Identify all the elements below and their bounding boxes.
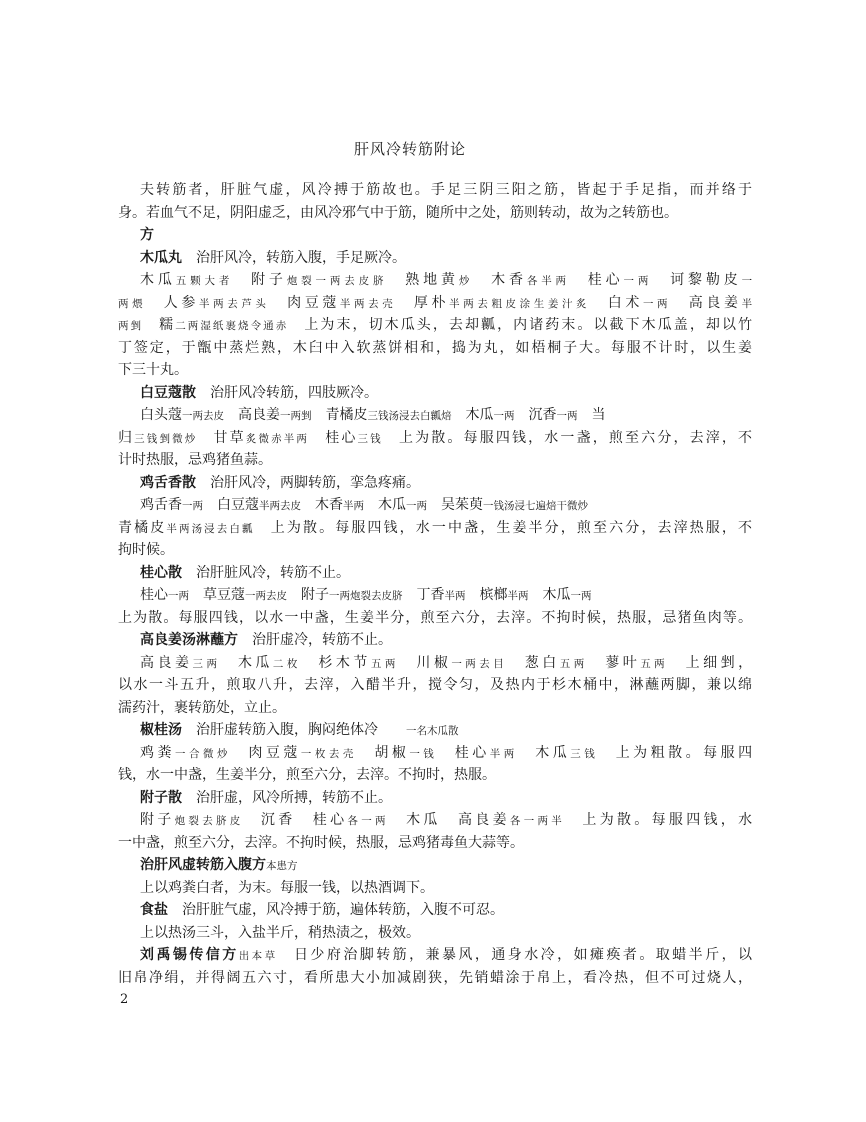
text-segment: 丁签定，于甑中蒸烂熟，木臼中入软蒸饼相和，捣为丸，如梧桐子大。每服不计时，以生姜: [118, 339, 752, 356]
text-segment: 木瓜: [451, 407, 494, 423]
annotation-note: 半两去芦头: [199, 297, 270, 310]
annotation-note: 一两去皮: [245, 590, 287, 602]
annotation-note: 半: [741, 297, 753, 310]
text-segment: 高良姜: [671, 294, 742, 311]
text-segment: 下三十丸。: [118, 362, 188, 378]
text-segment: 白头蔻: [140, 407, 182, 423]
text-segment: 肉豆蔻: [230, 744, 301, 761]
text-segment: 当: [577, 407, 606, 423]
annotation-note: 三钱: [570, 747, 599, 760]
text-segment: 夫转筋者，肝脏气虚，风冷搏于筋故也。手足三阴三阳之筋，皆起于手足指，而并络于: [140, 182, 752, 198]
text-segment: 上为散。每服四钱，水一盏，煎至六分，去滓，不: [382, 429, 753, 446]
recipe-name: 桂心散: [140, 564, 182, 581]
text-segment: 木瓜: [140, 272, 176, 288]
text-segment: 上为粗散。每服四: [598, 744, 753, 761]
text-segment: 上细剉，: [668, 654, 753, 671]
text-segment: 白豆蔻: [203, 497, 259, 513]
annotation-note: 一钱汤浸七遍焙干微炒: [483, 500, 588, 512]
text-line: [140, 653, 752, 674]
annotation-note: 二两湿纸裹烧令通赤: [175, 320, 289, 332]
text-line: [118, 293, 752, 314]
text-segment: 糯: [143, 317, 176, 333]
text-line: [118, 675, 752, 695]
text-segment: 身。若血气不足，阴阳虚乏，由风冷邪气中于筋，随所中之处，筋则转动，故为之转筋也。: [118, 204, 678, 221]
annotation-note: 半两: [507, 590, 529, 602]
recipe-name: 鸡舌香散: [140, 474, 196, 491]
text-segment: 旧帛净绢，并得阔五六寸，看所患大小加减剧狭，先销蜡涂于帛上，看冷热，但不可过烧人，: [118, 969, 752, 986]
recipe-name: 食盐: [140, 902, 168, 918]
text-segment: 川椒: [398, 654, 452, 671]
text-segment: 治肝虚转筋入腹，胸闷绝体冷: [182, 722, 406, 738]
annotation-note: 一两炮裂去皮脐: [329, 590, 403, 602]
recipe-heading-line: [140, 900, 752, 920]
text-segment: 桂心: [309, 429, 358, 446]
text-segment: 木瓜: [220, 654, 273, 671]
annotation-note: 半两: [444, 590, 466, 602]
text-segment: 木瓜: [364, 497, 406, 513]
annotation-note: 一合微炒: [174, 747, 231, 760]
annotation-note: 五两: [640, 657, 669, 670]
text-segment: 上为散。每服四钱，水一中盏，生姜半分，煎至六分，去滓热服，不: [254, 519, 753, 536]
annotation-note: 炮裂去脐皮: [174, 815, 244, 827]
annotation-note: 半两去粗皮涂生姜汁炙: [449, 297, 591, 310]
annotation-note: 半两: [343, 500, 364, 512]
text-segment: 沉香: [514, 407, 557, 423]
annotation-note: 一两: [493, 410, 515, 422]
annotation-note: 炙微赤半两: [245, 432, 310, 445]
recipe-heading-line: [140, 383, 752, 403]
annotation-note: 五两: [559, 657, 588, 670]
text-segment: 人参: [146, 294, 200, 311]
recipe-heading-line: [140, 473, 752, 493]
recipe-heading-line: [140, 720, 752, 741]
annotation-note: 各一两: [347, 815, 389, 827]
text-line: [118, 203, 752, 223]
text-segment: 槟榔: [465, 587, 508, 603]
text-segment: 治肝风冷，两脚转筋，挛急疼痛。: [196, 474, 420, 491]
text-line: [140, 923, 752, 943]
annotation-note: 本患方: [266, 860, 298, 872]
annotation-note: 一两: [182, 500, 203, 512]
text-segment: 胡椒: [356, 744, 410, 761]
text-segment: 高良姜: [140, 654, 193, 671]
text-segment: 钱，水一中盏，生姜半分，煎至六分，去滓。不拘时，热服。: [118, 767, 496, 783]
text-line: [140, 405, 752, 426]
text-segment: 鸡粪: [140, 744, 175, 761]
recipe-name: 附子散: [140, 789, 182, 806]
annotation-note: 一钱: [409, 747, 438, 760]
text-segment: 肉豆蔻: [269, 294, 340, 311]
text-segment: 治肝风冷转筋，四肢厥冷。: [196, 384, 378, 401]
annotation-note: 一两去皮: [182, 410, 224, 422]
text-segment: 青橘皮: [118, 519, 167, 536]
recipe-heading-line: [140, 248, 752, 268]
text-segment: 治肝脏风冷，转筋不止。: [182, 564, 350, 581]
annotation-note: 半两去皮: [259, 500, 301, 512]
annotation-note: 半两: [489, 747, 518, 760]
annotation-note: 炒: [458, 275, 474, 287]
annotation-note: 一: [741, 275, 753, 287]
text-segment: 一中盏，煎至六分，去滓。不拘时候，热服，忌鸡猪毒鱼大蒜等。: [118, 834, 524, 851]
text-segment: 草豆蔻: [189, 587, 245, 603]
text-segment: 桂心: [140, 587, 168, 603]
text-line: [140, 810, 752, 831]
text-segment: 高良姜: [224, 407, 280, 423]
recipe-heading-line: [140, 945, 752, 966]
text-segment: 上为散。每服四钱，水: [565, 812, 753, 828]
text-line: [140, 180, 752, 200]
text-segment: 治肝脏气虚，风冷搏于筋，遍体转筋，入腹不可忍。: [168, 902, 504, 918]
text-segment: 附子: [140, 812, 175, 828]
text-segment: 木瓜: [528, 587, 571, 603]
text-segment: 归: [118, 429, 135, 446]
recipe-name: 方: [140, 227, 154, 243]
page-number: 2: [120, 992, 129, 1007]
text-segment: 白术: [590, 294, 643, 311]
text-segment: 拘时候。: [118, 542, 174, 558]
page-title: 肝风冷转筋附论: [353, 140, 466, 158]
text-segment: 木香: [301, 497, 343, 513]
annotation-note: 炮裂一两去皮脐: [286, 275, 388, 287]
text-segment: 沉香 桂心: [243, 812, 348, 828]
text-segment: 青橘皮: [311, 407, 368, 423]
text-segment: 熟地黄: [387, 272, 459, 288]
recipe-name: 高良姜汤淋蘸方: [140, 632, 238, 648]
annotation-note: 各半两: [526, 275, 570, 287]
text-segment: 上以鸡粪白者，为末。每服一钱，以热酒调下。: [140, 879, 434, 896]
recipe-name: 椒桂汤: [140, 722, 182, 738]
recipe-heading-line: [140, 855, 752, 876]
annotation-note: 半两去壳: [339, 297, 397, 310]
annotation-note: 出本草: [238, 950, 278, 962]
text-segment: 杉木节: [300, 654, 371, 671]
annotation-note: 五颗大者: [175, 275, 234, 287]
text-segment: 上以热汤三斗，入盐半斤，稍热渍之，极效。: [140, 924, 420, 941]
text-segment: 桂心: [569, 272, 624, 288]
text-segment: 附子: [233, 272, 287, 288]
text-segment: 葱白: [507, 654, 560, 671]
text-segment: 厚朴: [396, 294, 450, 311]
text-segment: 附子: [287, 587, 329, 603]
text-segment: 桂心: [437, 744, 490, 761]
annotation-note: 一枚去壳: [300, 747, 357, 760]
text-line: [140, 743, 752, 764]
annotation-note: 一两: [406, 500, 427, 512]
text-segment: 丁香: [402, 587, 445, 603]
text-line: [140, 585, 752, 606]
recipe-heading-line: [140, 630, 752, 650]
text-line: [118, 518, 752, 539]
text-segment: 蓼叶: [587, 654, 641, 671]
text-segment: 木瓜 高良姜: [388, 812, 510, 828]
text-segment: 治肝虚，风冷所搏，转筋不止。: [182, 789, 392, 806]
annotation-note: 一两: [556, 410, 578, 422]
text-line: [118, 360, 752, 380]
annotation-note: 五两: [370, 657, 399, 670]
recipe-heading-line: [140, 225, 752, 245]
annotation-note: 三钱: [357, 432, 383, 445]
text-line: [118, 540, 752, 560]
text-line: [140, 495, 752, 516]
annotation-note: 一名木瓜散: [406, 725, 459, 737]
text-segment: 木瓜: [517, 744, 571, 761]
recipe-name: 木瓜丸: [140, 249, 182, 266]
annotation-note: 一两去目: [451, 657, 508, 670]
text-segment: 计时热服，忌鸡猪鱼蒜。: [118, 452, 272, 468]
text-segment: 甘草: [197, 429, 246, 446]
recipe-name: 治肝风虚转筋入腹方: [140, 857, 266, 873]
annotation-note: 半两汤浸去白瓤: [166, 522, 255, 535]
annotation-note: 二枚: [272, 657, 301, 670]
text-line: [118, 833, 752, 853]
recipe-heading-line: [140, 788, 752, 808]
text-segment: 吴茱萸: [427, 497, 483, 513]
text-segment: 治肝虚冷，转筋不止。: [238, 632, 392, 648]
text-line: [140, 270, 752, 291]
text-line: [140, 878, 752, 898]
text-line: [118, 450, 752, 470]
text-segment: 诃黎勒皮: [652, 272, 742, 288]
recipe-name: 白豆蔻散: [140, 384, 196, 401]
annotation-note: 三两: [192, 657, 221, 670]
annotation-note: 一两: [642, 297, 672, 310]
text-line: [118, 698, 752, 718]
text-line: [118, 765, 752, 785]
recipe-heading-line: [140, 563, 752, 583]
annotation-note: 各一两半: [509, 815, 566, 827]
annotation-note: 一两: [570, 590, 592, 602]
text-line: [118, 338, 752, 358]
text-line: [118, 428, 752, 449]
annotation-note: 三钱剉微炒: [134, 432, 198, 445]
recipe-name: 刘禹锡传信方: [140, 947, 239, 963]
annotation-note: 一两剉: [280, 410, 312, 422]
text-segment: 治肝风冷，转筋入腹，手足厥冷。: [182, 249, 406, 266]
annotation-note: 两剉: [118, 320, 144, 332]
text-line: [118, 608, 752, 628]
text-segment: 日少府治脚转筋，兼暴风，通身水冷，如瘫痪者。取蜡半斤，以: [277, 947, 753, 963]
text-segment: 上为末，切木瓜头，去却瓤，内诸药末。以截下木瓜盖，却以竹: [288, 317, 753, 333]
text-line: [118, 968, 752, 988]
annotation-note: 一两: [168, 590, 189, 602]
text-segment: 木香: [473, 272, 527, 288]
annotation-note: 一两: [623, 275, 653, 287]
annotation-note: 三钱汤浸去白瓤焙: [367, 410, 452, 422]
text-segment: 濡药汁，裹转筋处，立止。: [118, 699, 286, 716]
text-segment: 以水一斗五升，煎取八升，去滓，入醋半升，搅令匀，及热内于杉木桶中，淋蘸两脚，兼以绵: [118, 677, 752, 693]
text-segment: 鸡舌香: [140, 497, 182, 513]
text-segment: 上为散。每服四钱，以水一中盏，生姜半分，煎至六分，去滓。不拘时候，热服，忌猪鱼肉等。: [118, 609, 752, 626]
annotation-note: 两煨: [118, 297, 147, 310]
text-line: [118, 315, 752, 336]
